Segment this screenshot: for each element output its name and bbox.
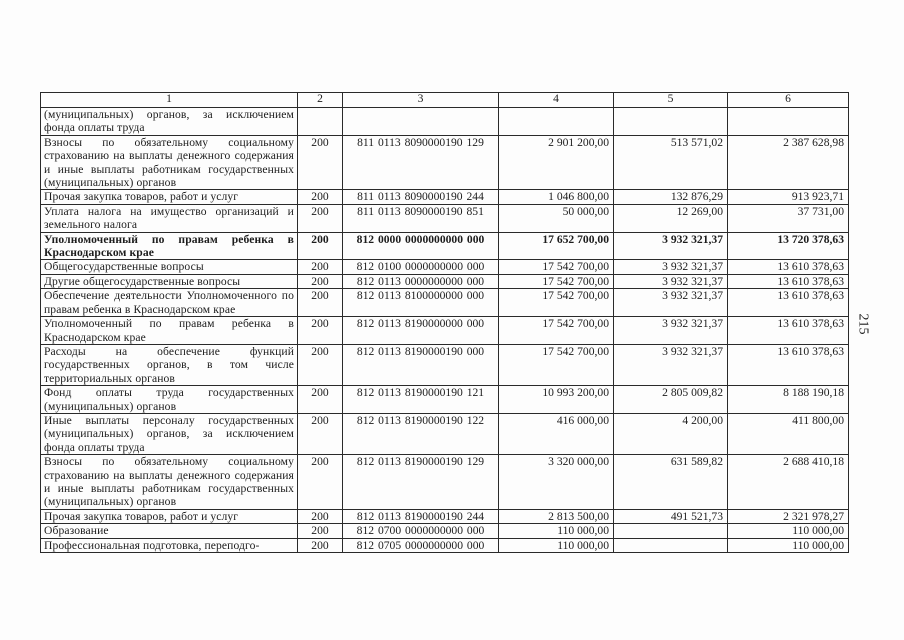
cell-amount-6: 2 387 628,98	[728, 135, 849, 190]
cell-amount-6: 13 610 378,63	[728, 274, 849, 288]
cell-amount-4: 110 000,00	[499, 524, 614, 538]
cell-type: 200	[298, 204, 343, 232]
cell-amount-5	[614, 524, 728, 538]
cell-code: 811 0113 8090000190 244	[343, 190, 499, 204]
table-row	[41, 386, 849, 414]
cell-code: 812 0113 8190000000 000	[343, 317, 499, 345]
cell-name: Взносы по обязательному социальному страхованию на выплаты денежного содержания и иные выплаты работникам государственных (муниципальных) органов	[41, 455, 298, 510]
cell-amount-6: 13 610 378,63	[728, 317, 849, 345]
column-header: 5	[614, 93, 728, 108]
cell-type	[298, 108, 343, 136]
cell-code: 812 0113 8190000190 121	[343, 386, 499, 414]
cell-amount-4	[499, 108, 614, 136]
cell-amount-4: 2 901 200,00	[499, 135, 614, 190]
cell-type: 200	[298, 274, 343, 288]
table-row	[41, 190, 849, 204]
cell-amount-4: 10 993 200,00	[499, 386, 614, 414]
cell-type: 200	[298, 232, 343, 260]
cell-amount-6: 110 000,00	[728, 524, 849, 538]
cell-name: Расходы на обеспечение функций государственных органов, в том числе территориальных органов	[41, 344, 298, 385]
cell-name: Профессиональная подготовка, переподго-	[41, 538, 298, 552]
cell-code: 812 0113 8190000190 129	[343, 455, 499, 510]
budget-table	[40, 92, 849, 553]
cell-amount-4: 2 813 500,00	[499, 509, 614, 523]
column-header: 1	[41, 93, 298, 108]
cell-amount-6: 411 800,00	[728, 413, 849, 454]
cell-type: 200	[298, 538, 343, 552]
cell-name: Взносы по обязательному социальному страхованию на выплаты денежного содержания и иные выплаты работникам государственных (муниципальных) органов	[41, 135, 298, 190]
cell-type: 200	[298, 524, 343, 538]
table-row	[41, 317, 849, 345]
cell-amount-4: 3 320 000,00	[499, 455, 614, 510]
cell-code	[343, 108, 499, 136]
column-header: 2	[298, 93, 343, 108]
cell-amount-4: 17 542 700,00	[499, 317, 614, 345]
table-row	[41, 260, 849, 274]
cell-type: 200	[298, 317, 343, 345]
cell-code: 812 0700 0000000000 000	[343, 524, 499, 538]
table-row	[41, 524, 849, 538]
table-row	[41, 135, 849, 190]
cell-name: Прочая закупка товаров, работ и услуг	[41, 190, 298, 204]
cell-amount-5	[614, 108, 728, 136]
cell-name: Прочая закупка товаров, работ и услуг	[41, 509, 298, 523]
cell-amount-4: 17 652 700,00	[499, 232, 614, 260]
cell-type: 200	[298, 260, 343, 274]
table-row	[41, 413, 849, 454]
cell-code: 812 0000 0000000000 000	[343, 232, 499, 260]
cell-amount-6	[728, 108, 849, 136]
cell-code: 811 0113 8090000190 851	[343, 204, 499, 232]
cell-amount-4: 17 542 700,00	[499, 274, 614, 288]
table-row	[41, 344, 849, 385]
table-row	[41, 538, 849, 552]
cell-code: 812 0705 0000000000 000	[343, 538, 499, 552]
cell-code: 812 0113 8190000190 244	[343, 509, 499, 523]
cell-name: Образование	[41, 524, 298, 538]
cell-type: 200	[298, 386, 343, 414]
cell-name: Уполномоченный по правам ребенка в Краснодарском крае	[41, 232, 298, 260]
header-row	[41, 93, 849, 108]
column-header: 4	[499, 93, 614, 108]
cell-amount-6: 2 321 978,27	[728, 509, 849, 523]
cell-code: 812 0113 8190000190 122	[343, 413, 499, 454]
cell-amount-4: 50 000,00	[499, 204, 614, 232]
cell-amount-6: 8 188 190,18	[728, 386, 849, 414]
table-row	[41, 232, 849, 260]
cell-name: Уполномоченный по правам ребенка в Краснодарском крае	[41, 317, 298, 345]
cell-amount-6: 37 731,00	[728, 204, 849, 232]
table-row	[41, 455, 849, 510]
cell-code: 812 0100 0000000000 000	[343, 260, 499, 274]
cell-amount-6: 2 688 410,18	[728, 455, 849, 510]
cell-type: 200	[298, 509, 343, 523]
cell-amount-5: 513 571,02	[614, 135, 728, 190]
cell-amount-5: 3 932 321,37	[614, 232, 728, 260]
cell-type: 200	[298, 190, 343, 204]
table-row	[41, 204, 849, 232]
column-header: 3	[343, 93, 499, 108]
cell-amount-6: 13 610 378,63	[728, 260, 849, 274]
cell-code: 812 0113 8190000190 000	[343, 344, 499, 385]
table-row	[41, 289, 849, 317]
cell-amount-4: 17 542 700,00	[499, 260, 614, 274]
cell-name: Фонд оплаты труда государственных (муниципальных) органов	[41, 386, 298, 414]
cell-amount-5: 631 589,82	[614, 455, 728, 510]
cell-type: 200	[298, 344, 343, 385]
cell-name: Другие общегосударственные вопросы	[41, 274, 298, 288]
cell-amount-4: 1 046 800,00	[499, 190, 614, 204]
table-row	[41, 108, 849, 136]
cell-name: Обеспечение деятельности Уполномоченного по правам ребенка в Краснодарском крае	[41, 289, 298, 317]
cell-type: 200	[298, 413, 343, 454]
column-header: 6	[728, 93, 849, 108]
cell-amount-5: 2 805 009,82	[614, 386, 728, 414]
cell-amount-6: 13 720 378,63	[728, 232, 849, 260]
cell-amount-5: 4 200,00	[614, 413, 728, 454]
cell-name: Общегосударственные вопросы	[41, 260, 298, 274]
table-row	[41, 509, 849, 523]
cell-type: 200	[298, 135, 343, 190]
cell-code: 812 0113 8100000000 000	[343, 289, 499, 317]
cell-amount-4: 110 000,00	[499, 538, 614, 552]
cell-amount-4: 416 000,00	[499, 413, 614, 454]
cell-amount-4: 17 542 700,00	[499, 344, 614, 385]
cell-amount-5: 491 521,73	[614, 509, 728, 523]
cell-amount-5	[614, 538, 728, 552]
cell-amount-5: 3 932 321,37	[614, 317, 728, 345]
cell-amount-5: 12 269,00	[614, 204, 728, 232]
cell-amount-6: 13 610 378,63	[728, 344, 849, 385]
cell-amount-6: 913 923,71	[728, 190, 849, 204]
cell-amount-4: 17 542 700,00	[499, 289, 614, 317]
cell-amount-5: 3 932 321,37	[614, 274, 728, 288]
cell-code: 811 0113 8090000190 129	[343, 135, 499, 190]
cell-code: 812 0113 0000000000 000	[343, 274, 499, 288]
cell-amount-5: 132 876,29	[614, 190, 728, 204]
cell-amount-6: 110 000,00	[728, 538, 849, 552]
cell-amount-5: 3 932 321,37	[614, 260, 728, 274]
cell-type: 200	[298, 455, 343, 510]
page-number: 215	[855, 313, 871, 335]
cell-name: Иные выплаты персоналу государственных (муниципальных) органов, за исключением фонда оплаты труда	[41, 413, 298, 454]
table-row	[41, 274, 849, 288]
cell-type: 200	[298, 289, 343, 317]
cell-name: (муниципальных) органов, за исключением фонда оплаты труда	[41, 108, 298, 136]
cell-amount-5: 3 932 321,37	[614, 344, 728, 385]
cell-name: Уплата налога на имущество организаций и земельного налога	[41, 204, 298, 232]
cell-amount-5: 3 932 321,37	[614, 289, 728, 317]
cell-amount-6: 13 610 378,63	[728, 289, 849, 317]
